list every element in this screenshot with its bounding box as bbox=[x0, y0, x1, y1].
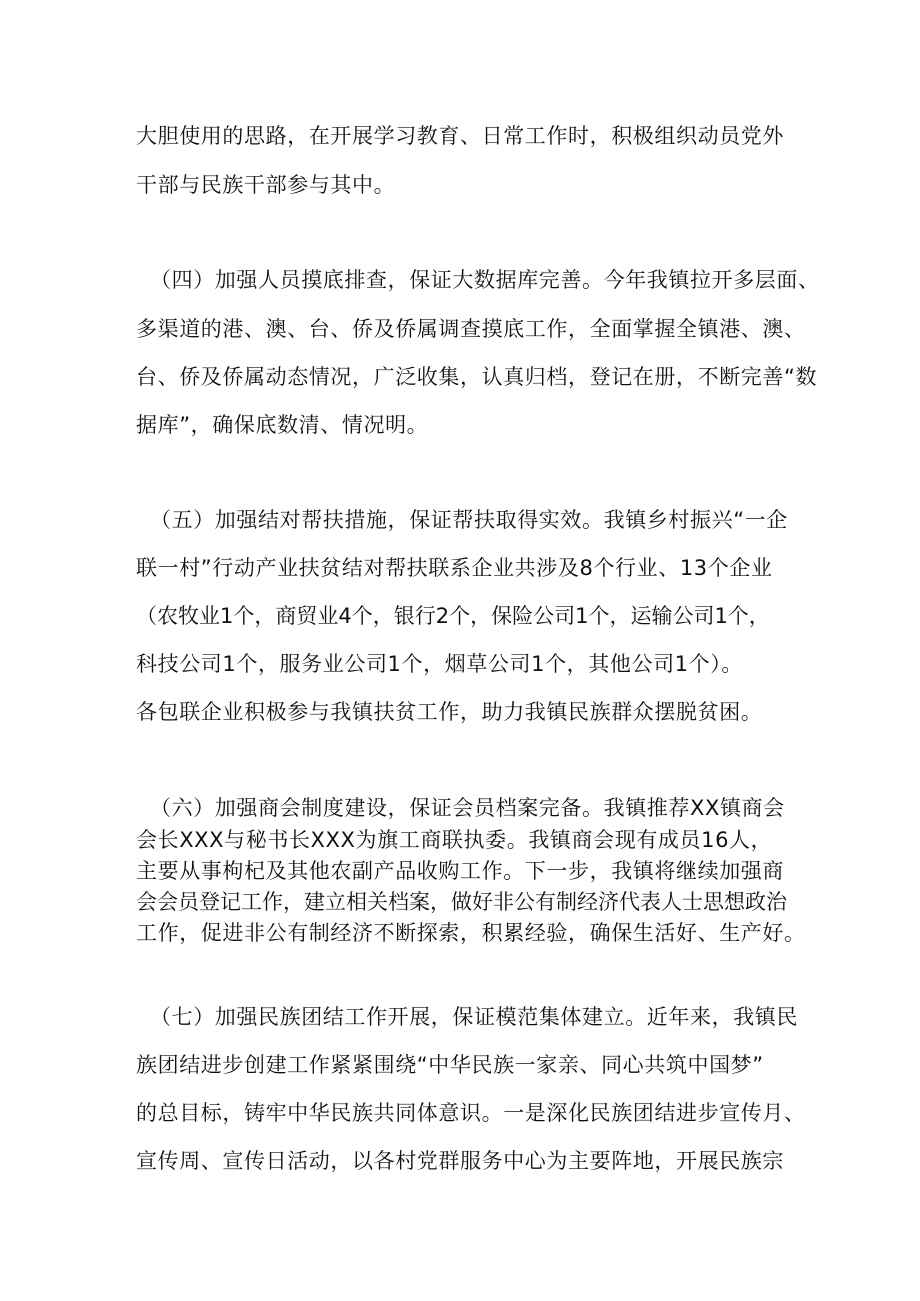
text-line: 各包联企业积极参与我镇扶贫工作，助力我镇民族群众摆脱贫困。 bbox=[136, 700, 763, 724]
section-5-heading-line: （五）加强结对帮扶措施，保证帮扶取得实效。我镇乡村振兴“一企 bbox=[150, 508, 788, 532]
text-line: （农牧业1个，商贸业4个，银行2个，保险公司1个，运输公司1个， bbox=[136, 604, 770, 628]
text-line: 宣传周、宣传日活动，以各村党群服务中心为主要阵地，开展民族宗 bbox=[136, 1149, 784, 1173]
text-line: 主要从事枸杞及其他农副产品收购工作。下一步，我镇将继续加强商 bbox=[136, 859, 784, 883]
section-7-heading-line: （七）加强民族团结工作开展，保证模范集体建立。近年来，我镇民 bbox=[150, 1005, 798, 1029]
text-line: 会长XXX与秘书长XXX为旗工商联执委。我镇商会现有成员16人， bbox=[136, 828, 773, 852]
section-4-heading-line: （四）加强人员摸底排查，保证大数据库完善。今年我镇拉开多层面、 bbox=[150, 268, 820, 292]
text-line: 台、侨及侨属动态情况，广泛收集，认真归档，登记在册，不断完善“数 bbox=[136, 365, 818, 389]
text-line: 工作，促进非公有制经济不断探索，积累经验，确保生活好、生产好。 bbox=[136, 921, 806, 945]
text-line: 据库”，确保底数清、情况明。 bbox=[136, 413, 429, 437]
text-line: 族团结进步创建工作紧紧围绕“中华民族一家亲、同心共筑中国梦” bbox=[136, 1053, 764, 1077]
text-line: 联一村”行动产业扶贫结对帮扶联系企业共涉及8个行业、13个企业 bbox=[136, 556, 773, 580]
text-line: 科技公司1个，服务业公司1个，烟草公司1个，其他公司1个）。 bbox=[136, 652, 743, 676]
section-6-heading-line: （六）加强商会制度建设，保证会员档案完备。我镇推荐XX镇商会 bbox=[150, 796, 785, 820]
text-line: 的总目标，铸牢中华民族共同体意识。一是深化民族团结进步宣传月、 bbox=[136, 1101, 806, 1125]
text-line: 大胆使用的思路，在开展学习教育、日常工作时，积极组织动员党外 bbox=[136, 124, 784, 148]
text-line: 多渠道的港、澳、台、侨及侨属调查摸底工作，全面掌握全镇港、澳、 bbox=[136, 317, 806, 341]
text-line: 会会员登记工作，建立相关档案，做好非公有制经济代表人士思想政治 bbox=[136, 890, 787, 914]
text-line: 干部与民族干部参与其中。 bbox=[136, 173, 396, 197]
